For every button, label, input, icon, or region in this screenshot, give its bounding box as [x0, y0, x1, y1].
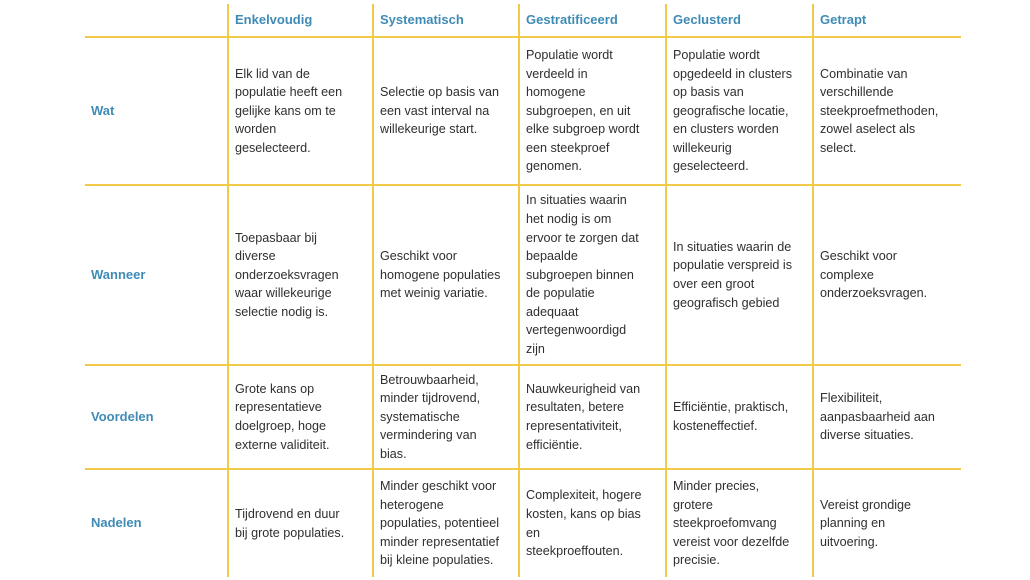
table-cell: Populatie wordt opgedeeld in clusters op basis van geografische locatie, en clusters worden willekeurig geselecteerd. [665, 38, 812, 184]
column-header-geclusterd: Geclusterd [665, 4, 812, 36]
row-label-voordelen: Voordelen [91, 408, 154, 424]
table-cell: Minder precies, grotere steekproefomvang vereist voor dezelfde precisie. [665, 470, 812, 577]
table-cell: Tijdrovend en duur bij grote populaties. [227, 470, 372, 577]
header-row [85, 4, 961, 38]
table-cell: Elk lid van de populatie heeft een gelijke kans om te worden geselecteerd. [227, 38, 372, 184]
table-cell: Combinatie van verschillende steekproefmethoden, zowel aselect als select. [812, 38, 961, 184]
table-cell: Nauwkeurigheid van resultaten, betere representativiteit, efficiëntie. [518, 366, 665, 468]
table-cell: Toepasbaar bij diverse onderzoeksvragen waar willekeurige selectie nodig is. [227, 186, 372, 364]
table-cell: Grote kans op representatieve doelgroep, hoge externe validiteit. [227, 366, 372, 468]
table-cell: Geschikt voor complexe onderzoeksvragen. [812, 186, 961, 364]
table-row-wat [85, 38, 961, 186]
table-cell: Minder geschikt voor heterogene populaties, potentieel minder representatief bij kleine populaties. [372, 470, 518, 577]
row-label-nadelen: Nadelen [91, 515, 142, 531]
table-cell: Selectie op basis van een vast interval na willekeurige start. [372, 38, 518, 184]
table-cell: Vereist grondige planning en uitvoering. [812, 470, 961, 577]
table-row-nadelen [85, 470, 961, 577]
sampling-methods-table [85, 4, 961, 577]
table-cell: Flexibiliteit, aanpasbaarheid aan diverse situaties. [812, 366, 961, 468]
table-cell: Betrouwbaarheid, minder tijdrovend, systematische vermindering van bias. [372, 366, 518, 468]
row-label-wanneer: Wanneer [91, 266, 146, 282]
table-cell: Efficiëntie, praktisch, kosteneffectief. [665, 366, 812, 468]
column-header-getrapt: Getrapt [812, 4, 961, 36]
table-cell: In situaties waarin de populatie verspreid is over een groot geografisch gebied [665, 186, 812, 364]
column-header-enkelvoudig: Enkelvoudig [227, 4, 372, 36]
table-row-wanneer [85, 186, 961, 366]
table-cell: Complexiteit, hogere kosten, kans op bias en steekproeffouten. [518, 470, 665, 577]
table-cell: In situaties waarin het nodig is om ervoor te zorgen dat bepaalde subgroepen binnen de populatie adequaat vertegenwoordigd zijn [518, 186, 665, 364]
column-header-gestratificeerd: Gestratificeerd [518, 4, 665, 36]
table-cell: Populatie wordt verdeeld in homogene subgroepen, en uit elke subgroep wordt een steekproef genomen. [518, 38, 665, 184]
table-row-voordelen [85, 366, 961, 470]
row-label-wat: Wat [91, 102, 115, 118]
column-header-systematisch: Systematisch [372, 4, 518, 36]
header-corner [85, 4, 227, 36]
table-cell: Geschikt voor homogene populaties met weinig variatie. [372, 186, 518, 364]
